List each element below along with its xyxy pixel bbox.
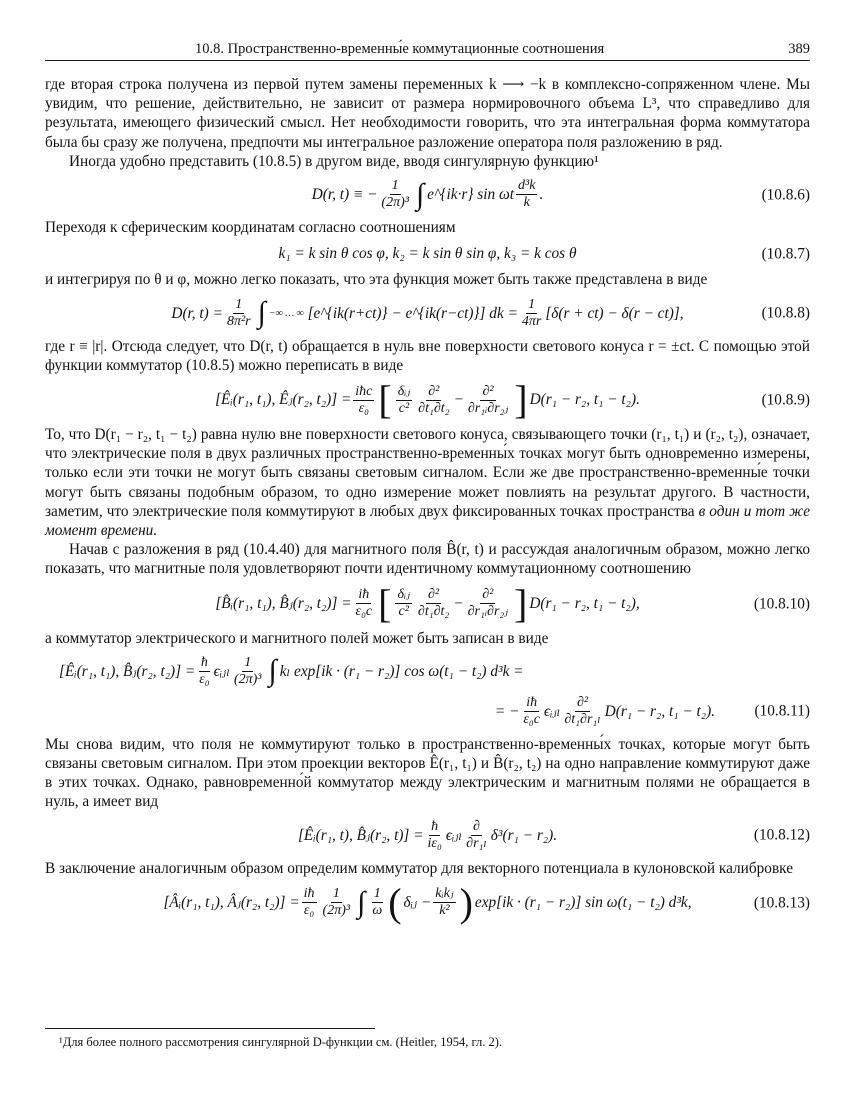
equation-10-8-7	[45, 244, 810, 263]
equation-10-8-10: [B̂ᵢ(r₁, t₁), B̂ⱼ(r₂, t₂)] = $\frac{iħ}{\text{ε₀c}}$ [ $\frac{\text{δᵢⱼ}}{\text{c²}}$ $\frac{\text{∂²}}{\text{∂t₁∂t₂}}$ − $\frac{\text{∂²}}{\text{∂r₁ᵢ∂r₂ⱼ}}$ ] D(r₁ − r₂, t₁ − t₂), (10.8.10)	[215, 580, 810, 626]
equation-number: (10.8.7)	[761, 245, 810, 263]
eq6-integral: ∫	[415, 177, 425, 211]
eq8-frac2: $\frac{1}{4\pi r}$	[521, 296, 542, 329]
equation-10-8-8: D(r, t) = $\frac{1}{\text{8π²r}}$ ∫ −∞ … ∞ [e^{ik(r+ct)} − e^{ik(r−ct)}] dk = $\frac{1}{4\pi r}$ [δ(r + ct) − δ(r − ct)], (10.8.8)	[171, 296, 810, 330]
eq8-limits: −∞ … ∞	[268, 307, 304, 319]
book-page	[45, 38, 810, 928]
paragraph-5: где r ≡ |r|. Отсюда следует, что D(r, t) обращается в нуль вне поверхности светового конуса r = ±ct. С помощью этой функции коммутатор (10.8.5) можно переписать в виде	[45, 337, 810, 374]
eq8-integral: ∫	[257, 296, 266, 330]
paragraph-1: где вторая строка получена из первой путем замены переменных k ⟶ −k в комплексно-сопряженном члене. Мы увидим, что решение, действительно, не зависит от размера нормировочного объема L³, что справедливо для результата, имеющего физический смысл. Нет необходимости говорить, что эта интегральная форма коммутатора была бы сразу же получена, предпочти мы интегральное разложение оператора поля разложению в ряд.	[45, 76, 810, 151]
equation-10-8-6: D(r, t) ≡ − $\frac{1}{\text{(2π)³}}$ ∫ e^{ik·r} sin ωt $\frac{\text{d³k}}{k}$ . (10.8.6)	[311, 177, 810, 211]
equation-10-8-12: [Êᵢ(r₁, t), B̂ⱼ(r₂, t)] = $\frac{ħ}{\text{iε₀}}$ ϵᵢⱼₗ $\frac{\partial}{\text{∂r₁ₗ}}$ δ³(r₁ − r₂). (10.8.12)	[297, 818, 810, 851]
paragraph-10: В заключение аналогичным образом определим коммутатор для векторного потенциала в кулоновской калибровке	[45, 859, 794, 877]
paragraph-2: Иногда удобно представить (10.8.5) в другом виде, вводя сингулярную функцию¹	[69, 152, 599, 170]
paragraph-9: Мы снова видим, что поля не коммутируют только в пространственно-временны́х точках, которые могут быть связаны световым сигналом. При этом проекции векторов Ê(r₁, t₁) и B̂(r₂, t₂) на одно направление коммутируют даже в этих точках. Однако, равновременно́й коммутатор между электрическим и магнитным полями не обращается в нуль, а имеет вид	[45, 735, 810, 811]
equation-number: (10.8.9)	[761, 391, 810, 409]
equation-10-8-11-line-1: [Êᵢ(r₁, t₁), B̂ⱼ(r₂, t₂)] = $\frac{ħ}{\text{ε₀}}$ ϵᵢⱼₗ $\frac{1}{\text{(2π)³}}$ ∫ kₗ exp[ik · (r₁ − r₂)] cos ω(t₁ − t₂) d³k =	[59, 654, 524, 688]
equation-number: (10.8.11)	[754, 702, 810, 720]
paragraph-3: Переходя к сферическим координатам согласно соотношениям	[45, 219, 456, 237]
running-header	[45, 38, 810, 61]
equation-number: (10.8.8)	[761, 304, 810, 322]
running-title: 10.8. Пространственно-временны́е коммутационные соотношения	[195, 41, 605, 57]
paragraph-6: То, что D(r₁ − r₂, t₁ − t₂) равна нулю вне поверхности светового конуса, связывающего точки (r₁, t₁) и (r₂, t₂), означает, что электрические поля в двух различных пространственно-временны́х точках могут быть одновременно измерены, только если эти точки не могут быть связаны световым сигналом. Если же две пространственно-временны́е точки могут быть связаны подобным образом, то одно измерение может повлиять на результат другого. В частности, заметим, что электрические поля коммутируют в любых двух фиксированных точках пространства в один и тот же момент времени.	[45, 426, 810, 540]
page-number: 389	[788, 41, 810, 57]
equation-10-8-11-line-2: = − $\frac{iħ}{\text{ε₀c}}$ ϵᵢⱼₗ $\frac{\text{∂²}}{\text{∂t₁∂r₁ₗ}}$ D(r₁ − r₂, t₁ − t₂). (10.8.11)	[494, 694, 810, 727]
eq7-body: k₁ = k sin θ cos φ, k₂ = k sin θ sin φ, k₃ = k cos θ	[278, 245, 577, 263]
footnote	[45, 1028, 810, 1050]
footnote-rule	[45, 1028, 375, 1029]
equation-number: (10.8.6)	[761, 185, 810, 203]
paragraph-8: а коммутатор электрического и магнитного полей может быть записан в виде	[45, 629, 549, 647]
footnote-text: ¹Для более полного рассмотрения сингулярной D-функции см. (Heitler, 1954, гл. 2).	[59, 1035, 503, 1049]
paragraph-7: Начав с разложения в ряд (10.4.40) для магнитного поля B̂(r, t) и рассуждая аналогичным образом, можно легко показать, что магнитные поля удовлетворяют почти идентичному коммутационному соотношению	[45, 541, 810, 578]
paragraph-4: и интегрируя по θ и φ, можно легко показать, что эта функция может быть также представлена в виде	[45, 271, 708, 289]
page-body	[45, 75, 810, 925]
equation-number: (10.8.12)	[753, 826, 810, 844]
emphasis: в один и тот же момент времени.	[45, 502, 810, 540]
eq6-body: e^{ik·r} sin ωt	[427, 185, 515, 203]
equation-number: (10.8.13)	[753, 894, 810, 912]
eq6-frac2: $\frac{\text{d³k}}{k}$	[518, 178, 536, 211]
eq6-frac1: $\frac{1}{\text{(2π)³}}$	[381, 178, 409, 211]
eq6-lhs: D(r, t) ≡ −	[311, 185, 378, 203]
equation-10-8-13: [Âᵢ(r₁, t₁), Âⱼ(r₂, t₂)] = $\frac{iħ}{\text{ε₀}}$ $\frac{1}{\text{(2π)³}}$ ∫ $\frac{1}{\omega}$ ( δᵢⱼ − $\frac{\text{kᵢkⱼ}}{\text{k²}}$ ) exp[ik · (r₁ − r₂)] sin ω(t₁ − t₂) d³k, (10.8.13)	[163, 879, 810, 925]
equation-number: (10.8.10)	[753, 595, 810, 613]
equation-10-8-9: [Êᵢ(r₁, t₁), Êⱼ(r₂, t₂)] = $\frac{\text{iħc}}{\text{ε₀}}$ [ $\frac{\text{δᵢⱼ}}{\text{c²}}$ $\frac{\text{∂²}}{\text{∂t₁∂t₂}}$ − $\frac{\text{∂²}}{\text{∂r₁ᵢ∂r₂ⱼ}}$ ] D(r₁ − r₂, t₁ − t₂). (10.8.9)	[215, 377, 810, 423]
eq8-frac1: $\frac{1}{\text{8π²r}}$	[226, 296, 251, 329]
